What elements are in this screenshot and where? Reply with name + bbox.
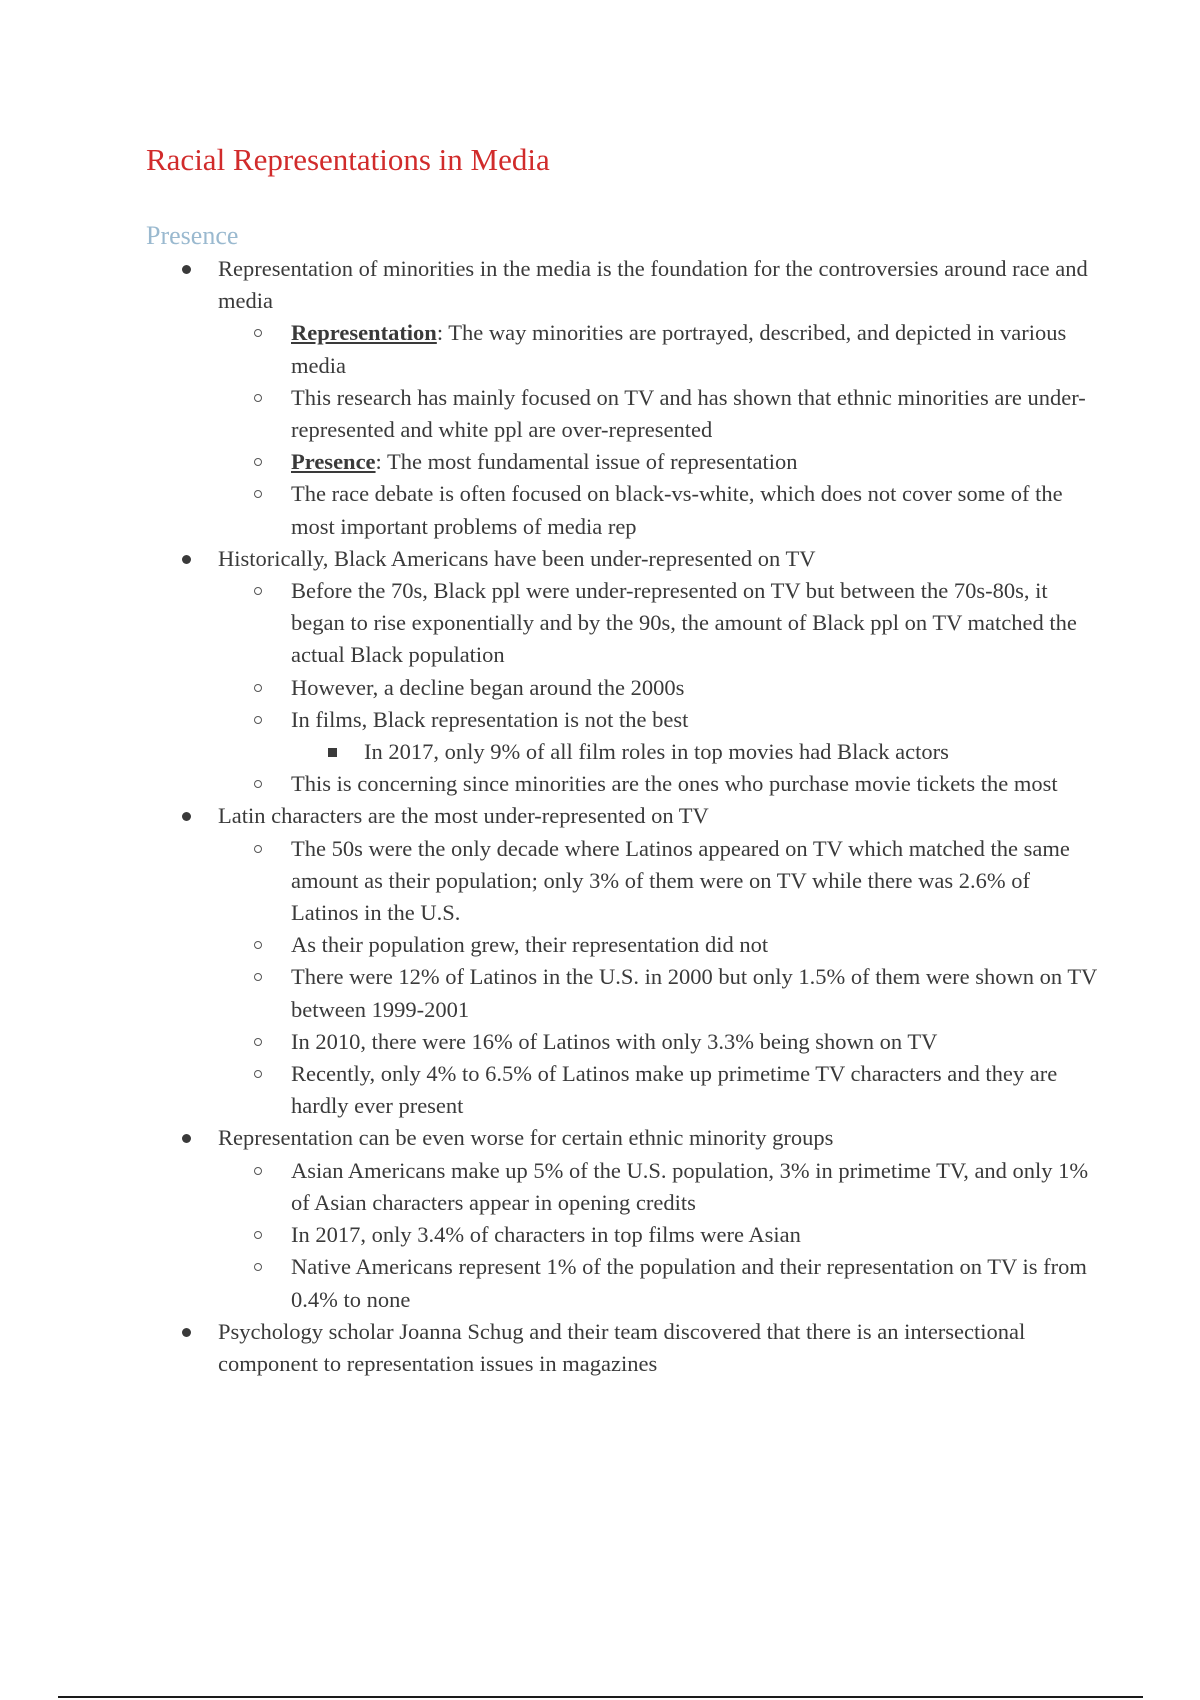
list-item-text: In 2010, there were 16% of Latinos with only 3.3% being shown on TV	[291, 1028, 938, 1054]
list-item	[0, 1219, 1097, 1251]
bullet-disc-icon	[182, 265, 191, 274]
list-item-text: : The way minorities are portrayed, described, and depicted in various media	[291, 320, 1067, 378]
bullet-square-icon	[328, 748, 337, 757]
bullet-circle-icon	[254, 394, 262, 402]
list-item	[0, 253, 1098, 317]
list-item-text: Psychology scholar Joanna Schug and their team discovered that there is an intersectional component to representation issues in magazines	[218, 1318, 1026, 1376]
list-item	[0, 833, 1097, 930]
document-title: Racial Representations in Media	[146, 142, 550, 177]
bullet-circle-icon	[254, 941, 262, 949]
bullet-circle-icon	[254, 490, 262, 498]
list-item-text: Recently, only 4% to 6.5% of Latinos make up primetime TV characters and they are hardly ever present	[291, 1061, 1058, 1119]
list-item-text: Historically, Black Americans have been under-represented on TV	[218, 545, 816, 571]
list-item-text: The race debate is often focused on black-vs-white, which does not cover some of the most important problems of media rep	[291, 481, 1063, 539]
bullet-disc-icon	[182, 1328, 191, 1337]
bullet-disc-icon	[182, 555, 191, 564]
bullet-circle-icon	[254, 716, 262, 724]
list-item	[0, 1251, 1097, 1315]
list-item	[0, 446, 1097, 478]
section-heading: Presence	[146, 221, 239, 250]
list-item	[0, 800, 1098, 832]
list-item-text: In 2017, only 3.4% of characters in top films were Asian	[291, 1222, 801, 1248]
bullet-circle-icon	[254, 329, 262, 337]
bullet-disc-icon	[182, 812, 191, 821]
list-item-text: Before the 70s, Black ppl were under-represented on TV but between the 70s-80s, it began to rise exponentially and by the 90s, the amount of Black ppl on TV matched the actual Black population	[291, 578, 1077, 668]
bullet-circle-icon	[254, 1038, 262, 1046]
list-item	[0, 672, 1097, 704]
list-item	[0, 1058, 1097, 1122]
bullet-circle-icon	[254, 587, 262, 595]
list-item	[0, 1155, 1097, 1219]
list-item-text: Representation of minorities in the media is the foundation for the controversies around race and media	[218, 256, 1088, 314]
list-item	[0, 961, 1097, 1025]
list-item	[0, 929, 1097, 961]
bullet-circle-icon	[254, 1231, 262, 1239]
list-item-text: However, a decline began around the 2000s	[291, 674, 685, 700]
list-item-text: In films, Black representation is not the best	[291, 706, 689, 732]
list-item	[0, 543, 1098, 575]
bullet-circle-icon	[254, 458, 262, 466]
list-item-text: Asian Americans make up 5% of the U.S. population, 3% in primetime TV, and only 1% of Asian characters appear in opening credits	[291, 1157, 1089, 1215]
page-bottom-divider	[58, 1696, 1143, 1698]
list-item	[0, 1122, 1098, 1154]
list-item-text: As their population grew, their representation did not	[291, 932, 769, 958]
bullet-circle-icon	[254, 1070, 262, 1078]
bullet-disc-icon	[182, 1134, 191, 1143]
list-item-text: This research has mainly focused on TV and has shown that ethnic minorities are under-represented and white ppl are over-represented	[291, 384, 1086, 443]
list-item-text: Latin characters are the most under-represented on TV	[218, 803, 709, 829]
list-item	[0, 382, 1097, 446]
list-item-text: Representation can be even worse for certain ethnic minority groups	[218, 1125, 834, 1151]
list-item-text: The 50s were the only decade where Latinos appeared on TV which matched the same amount as their population; only 3% of them were on TV while there was 2.6% of Latinos in the U.S.	[291, 835, 1070, 926]
list-item	[0, 317, 1097, 381]
bullet-circle-icon	[254, 845, 262, 853]
list-item-text: : The most fundamental issue of representation	[375, 449, 798, 475]
term-label: Presence	[291, 449, 376, 475]
list-item	[0, 1316, 1098, 1380]
bullet-circle-icon	[254, 973, 262, 981]
term-label: Representation	[291, 320, 437, 346]
list-item	[0, 575, 1097, 672]
list-item-text: This is concerning since minorities are the ones who purchase movie tickets the most	[291, 771, 1058, 797]
list-item	[0, 768, 1097, 800]
list-item-text: In 2017, only 9% of all film roles in top movies had Black actors	[364, 739, 949, 765]
list-item-text: There were 12% of Latinos in the U.S. in 2000 but only 1.5% of them were shown on TV between 1999-2001	[291, 964, 1097, 1022]
list-item	[0, 736, 1104, 768]
bullet-list	[0, 253, 1200, 1380]
list-item-text: Native Americans represent 1% of the population and their representation on TV is from 0.4% to none	[291, 1254, 1087, 1312]
bullet-circle-icon	[254, 1263, 262, 1271]
bullet-circle-icon	[254, 1167, 262, 1175]
bullet-circle-icon	[254, 780, 262, 788]
list-item	[0, 478, 1097, 542]
list-item	[0, 704, 1097, 736]
bullet-circle-icon	[254, 684, 262, 692]
list-item	[0, 1026, 1097, 1058]
